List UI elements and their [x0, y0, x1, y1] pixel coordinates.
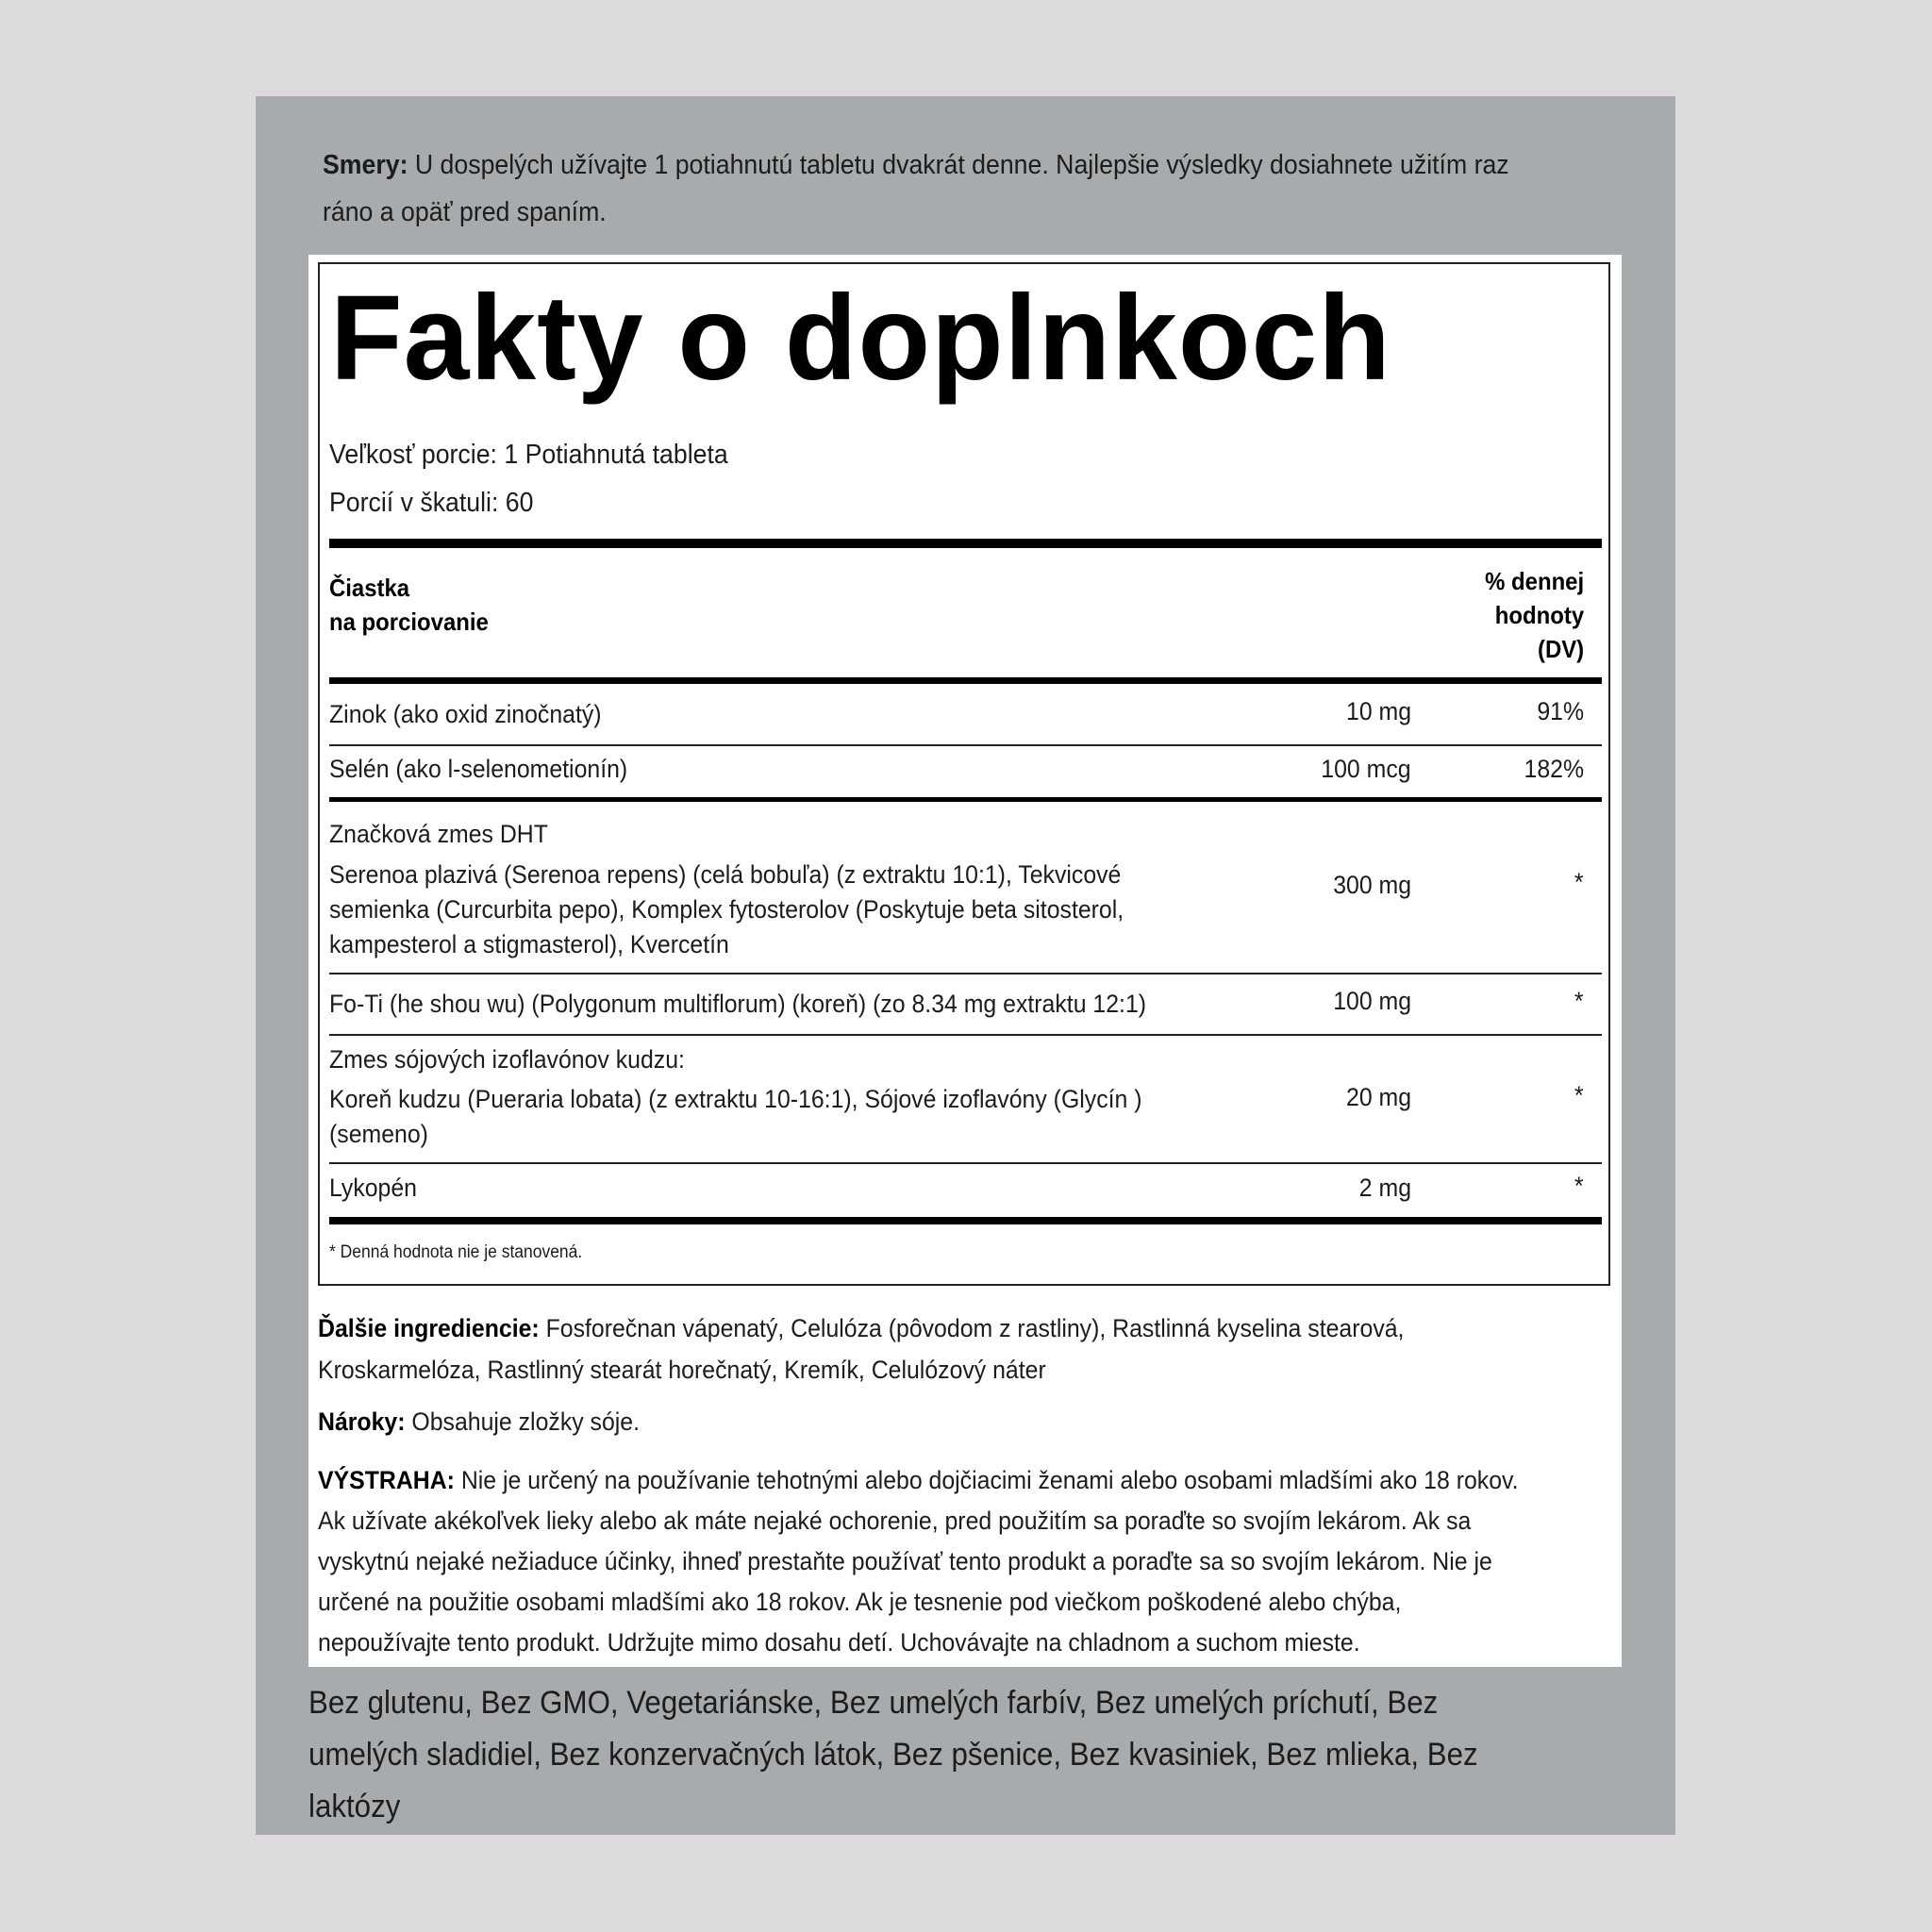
nutrient-name: Lykopén: [329, 1174, 418, 1202]
blend-title: Zmes sójových izoflavónov kudzu:: [329, 1045, 685, 1074]
thick-divider: [329, 539, 1602, 548]
claims-text: Obsahuje zložky sóje.: [405, 1407, 641, 1436]
section-divider: [329, 797, 1602, 802]
free-from-claims: Bez glutenu, Bez GMO, Vegetariánske, Bez umelých farbív, Bez umelých príchutí, Bez umelých sladidiel, Bez konzervačných látok, Bez pšenice, Bez kvasiniek, Bez mlieka, Bez laktózy: [308, 1685, 1478, 1824]
supplement-facts-title: Fakty o doplnkoch: [330, 271, 1391, 406]
nutrient-dv: *: [1574, 1081, 1584, 1109]
blend-ingredients: Koreň kudzu (Pueraria lobata) (z extraktu 10-16:1), Sójové izoflavóny (Glycín ) (semeno): [329, 1085, 1142, 1148]
row-divider: [329, 1162, 1602, 1164]
nutrient-amount: 2 mg: [1358, 1174, 1411, 1202]
amount-header-line-2: na porciovanie: [329, 608, 489, 636]
dv-header-line-2: hodnoty: [1494, 601, 1584, 629]
warning: [318, 1460, 1524, 1663]
nutrient-dv: *: [1574, 987, 1584, 1015]
warning-label: VÝSTRAHA:: [318, 1466, 455, 1494]
other-ingredients-label: Ďalšie ingrediencie:: [318, 1314, 540, 1342]
bottom-divider: [329, 1217, 1602, 1224]
header-divider: [329, 677, 1602, 684]
daily-value-header: [1485, 564, 1584, 666]
nutrient-name: Zinok (ako oxid zinočnatý): [329, 700, 602, 728]
blend-ingredients: Serenoa plazivá (Serenoa repens) (celá bobuľa) (z extraktu 10:1), Tekvicové semienka (Curcurbita pepo), Komplex fytosterolov (Poskytuje beta sitosterol, kampesterol a stigmasterol), Kvercetín: [329, 860, 1124, 958]
nutrient-dv: *: [1574, 868, 1584, 896]
row-divider: [329, 973, 1602, 974]
nutrient-name: Fo-Ti (he shou wu) (Polygonum multiflorum) (koreň) (zo 8.34 mg extraktu 12:1): [329, 990, 1147, 1018]
nutrient-name: Selén (ako l-selenometionín): [329, 755, 628, 783]
nutrient-dv: 182%: [1524, 755, 1584, 783]
dv-footnote: * Denná hodnota nie je stanovená.: [329, 1242, 583, 1262]
servings-per-container: Porcií v škatuli: 60: [329, 488, 534, 518]
nutrient-dv: *: [1574, 1172, 1584, 1200]
warning-text: Nie je určený na používanie tehotnými alebo dojčiacimi ženami alebo osobami mladšími ako 18 rokov. Ak užívate akékoľvek lieky alebo ak máte nejaké ochorenie, pred použitím sa poraďte so svojím lekárom. Ak sa vyskytnú nejaké nežiaduce účinky, ihneď prestaňte používať tento produkt a poraďte sa so svojím lekárom. Nie je určené na použitie osobami mladšími ako 18 rokov. Ak je tesnenie pod viečkom poškodené alebo chýba, nepoužívajte tento produkt. Udržujte mimo dosahu detí. Uchovávajte na chladnom a suchom mieste.: [318, 1466, 1519, 1657]
allergen-claims: [318, 1401, 1524, 1442]
directions-label: Smery:: [323, 150, 408, 180]
directions-body: U dospelých užívajte 1 potiahnutú tabletu dvakrát denne. Najlepšie výsledky dosiahnete užitím raz ráno a opäť pred spaním.: [323, 150, 1509, 227]
claims-label: Nároky:: [318, 1407, 406, 1436]
row-divider: [329, 744, 1602, 746]
serving-size: Veľkosť porcie: 1 Potiahnutá tableta: [329, 440, 728, 470]
nutrient-dv: 91%: [1537, 697, 1584, 725]
amount-header: [329, 571, 489, 639]
other-ingredients-text: Fosforečnan vápenatý, Celulóza (pôvodom z rastliny), Rastlinná kyselina stearová, Kroskarmelóza, Rastlinný stearát horečnatý, Kremík, Celulózový náter: [318, 1314, 1405, 1384]
nutrient-amount: 20 mg: [1345, 1083, 1411, 1111]
blend-title: Značková zmes DHT: [329, 820, 548, 848]
amount-header-line-1: Čiastka: [329, 574, 410, 602]
nutrient-amount: 300 mg: [1333, 871, 1411, 899]
dv-header-line-1: % dennej: [1484, 567, 1584, 595]
nutrient-amount: 10 mg: [1345, 697, 1411, 725]
row-divider: [329, 1034, 1602, 1036]
dv-header-line-3: (DV): [1537, 635, 1584, 663]
nutrient-amount: 100 mg: [1333, 987, 1411, 1015]
directions-text: [323, 142, 1511, 236]
nutrient-amount: 100 mcg: [1321, 755, 1411, 783]
other-ingredients: [318, 1307, 1524, 1391]
